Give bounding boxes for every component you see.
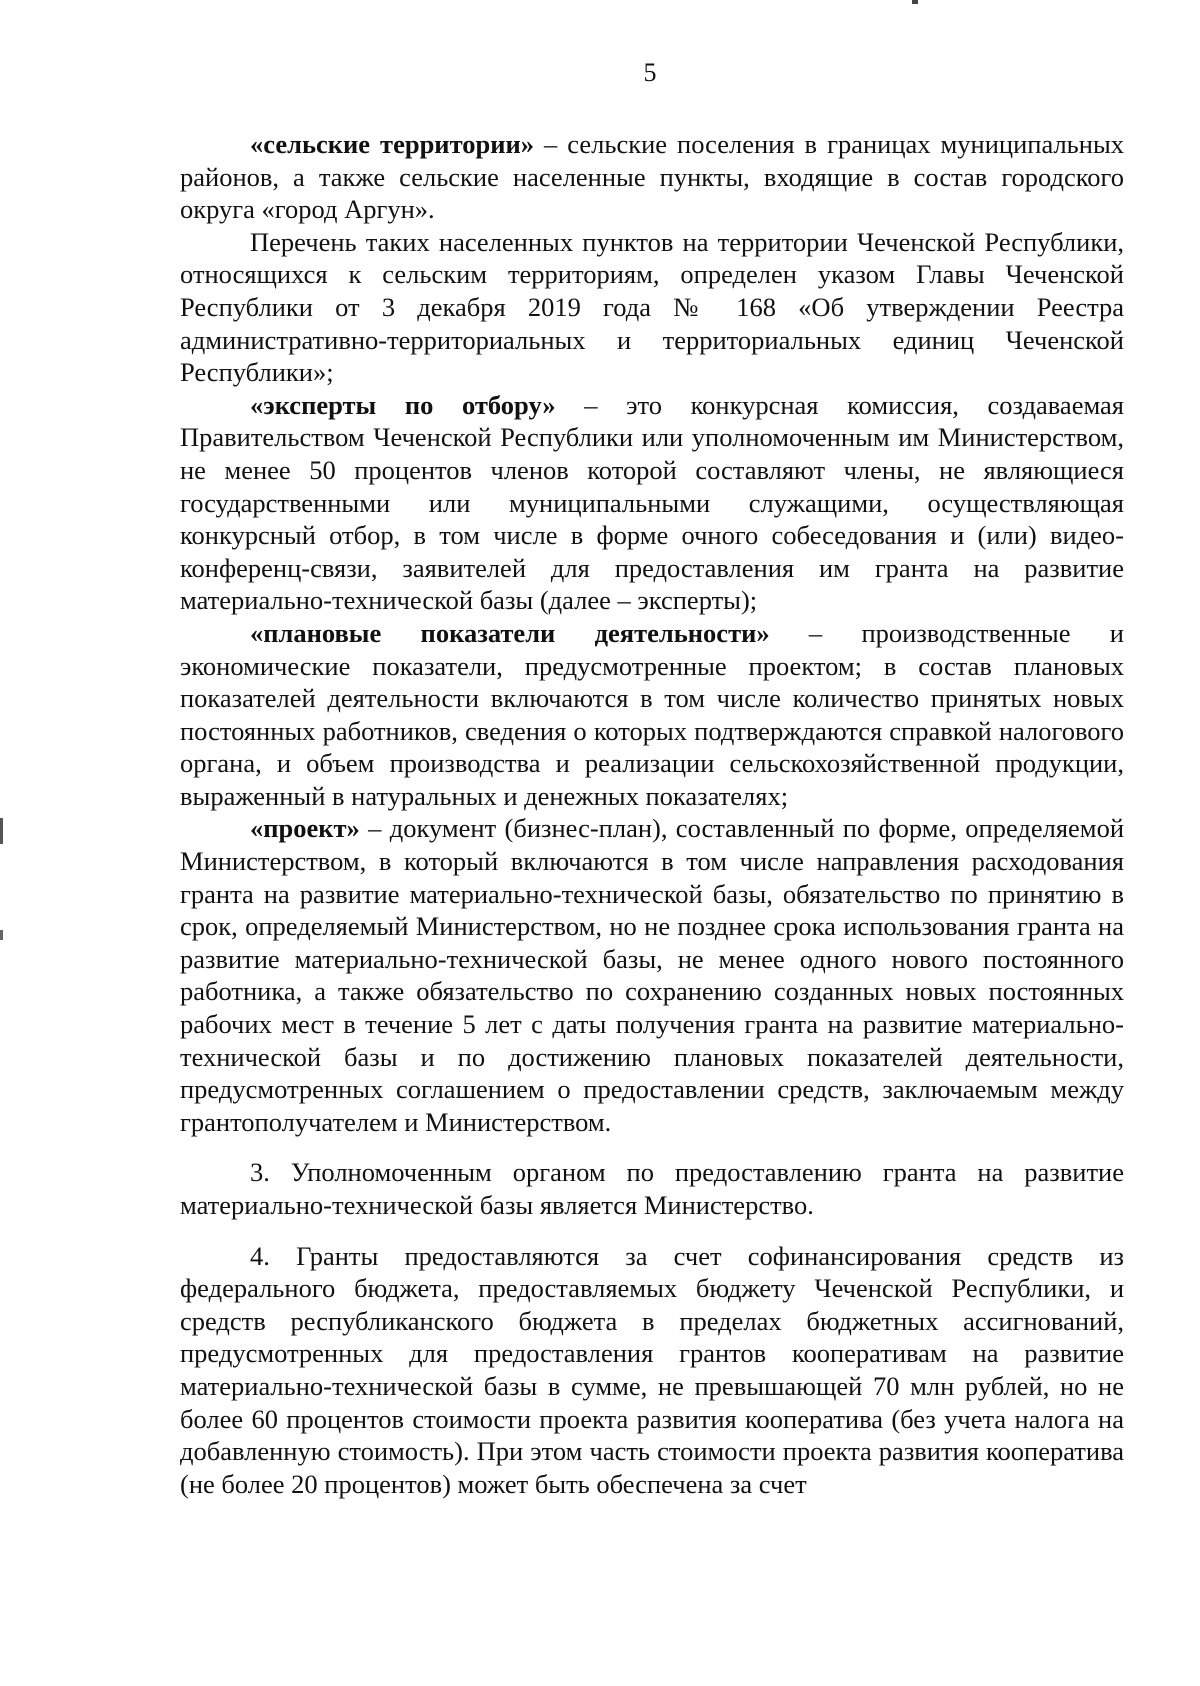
definition-text-project: – документ (бизнес-план), составленный по форме, определяемой Министерством, в который включаются в том числе направления расходования гранта на развитие материально-технической базы, обязательство по принятию в срок, определяемый Министерством, но не позднее срока использования гранта на развитие материально-технической базы, не менее одного нового постоянного работника, а также обязательство по сохранению созданных новых постоянных рабочих мест в течение 5 лет с даты получения гранта на развитие материально-технической базы и по достижению плановых показателей деятельности, предусмотренных соглашением о предоставлении средств, заключаемым между грантополучателем и Министерством.	[180, 813, 1124, 1137]
document-body	[180, 128, 1124, 1500]
definition-text-planned-indicators: – производственные и экономические показатели, предусмотренные проектом; в состав плановых показателей деятельности включаются в том числе количество принятых новых постоянных работников, сведения о которых подтверждаются справкой налогового органа, и объем производства и реализации сельскохозяйственной продукции, выраженный в натуральных и денежных показателях;	[180, 617, 1124, 811]
clause-3: 3. Уполномоченным органом по предоставлению гранта на развитие материально-технической базы является Министерство.	[180, 1157, 1124, 1220]
settlements-list-note: Перечень таких населенных пунктов на территории Чеченской Республики, относящихся к сельским территориям, определен указом Главы Чеченской Республики от 3 декабря 2019 года № 168 «Об утверждении Реестра административно-территориальных и территориальных единиц Чеченской Республики»;	[180, 226, 1124, 388]
page-number: 5	[643, 58, 657, 87]
term-planned-indicators: «плановые показатели деятельности»	[250, 617, 770, 648]
definition-planned-indicators	[180, 617, 1124, 813]
definition-text-rural-territories: – сельские поселения в границах муниципальных районов, а также сельские населенные пункты, входящие в состав городского округа «город Аргун».	[180, 129, 1124, 225]
definition-experts	[180, 389, 1124, 617]
definition-text-experts: – это конкурсная комиссия, создаваемая Правительством Чеченской Республики или уполномоченным им Министерством, не менее 50 процентов членов которой составляют члены, не являющиеся государственными или муниципальными служащими, осуществляющая конкурсный отбор, в том числе в форме очного собеседования и (или) видео-конференц-связи, заявителей для предоставления им гранта на развитие материально-технической базы (далее – эксперты);	[180, 389, 1124, 616]
definition-project	[180, 812, 1124, 1138]
term-project: «проект»	[250, 813, 360, 844]
scan-artifact-left-small	[0, 930, 3, 940]
clause-4: 4. Гранты предоставляются за счет софинансирования средств из федерального бюджета, предоставляемых бюджету Чеченской Республики, и средств республиканского бюджета в пределах бюджетных ассигнований, предусмотренных для предоставления грантов кооперативам на развитие материально-технической базы в сумме, не превышающей 70 млн рублей, но не более 60 процентов стоимости проекта развития кооператива (без учета налога на добавленную стоимость). При этом часть стоимости проекта развития кооператива (не более 20 процентов) может быть обеспечена за счет	[180, 1240, 1124, 1499]
term-experts: «эксперты по отбору»	[250, 389, 556, 420]
scan-artifact-left	[0, 818, 3, 844]
definition-rural-territories	[180, 128, 1124, 226]
term-rural-territories: «сельские территории»	[250, 129, 535, 159]
scan-artifact-top	[912, 0, 918, 4]
